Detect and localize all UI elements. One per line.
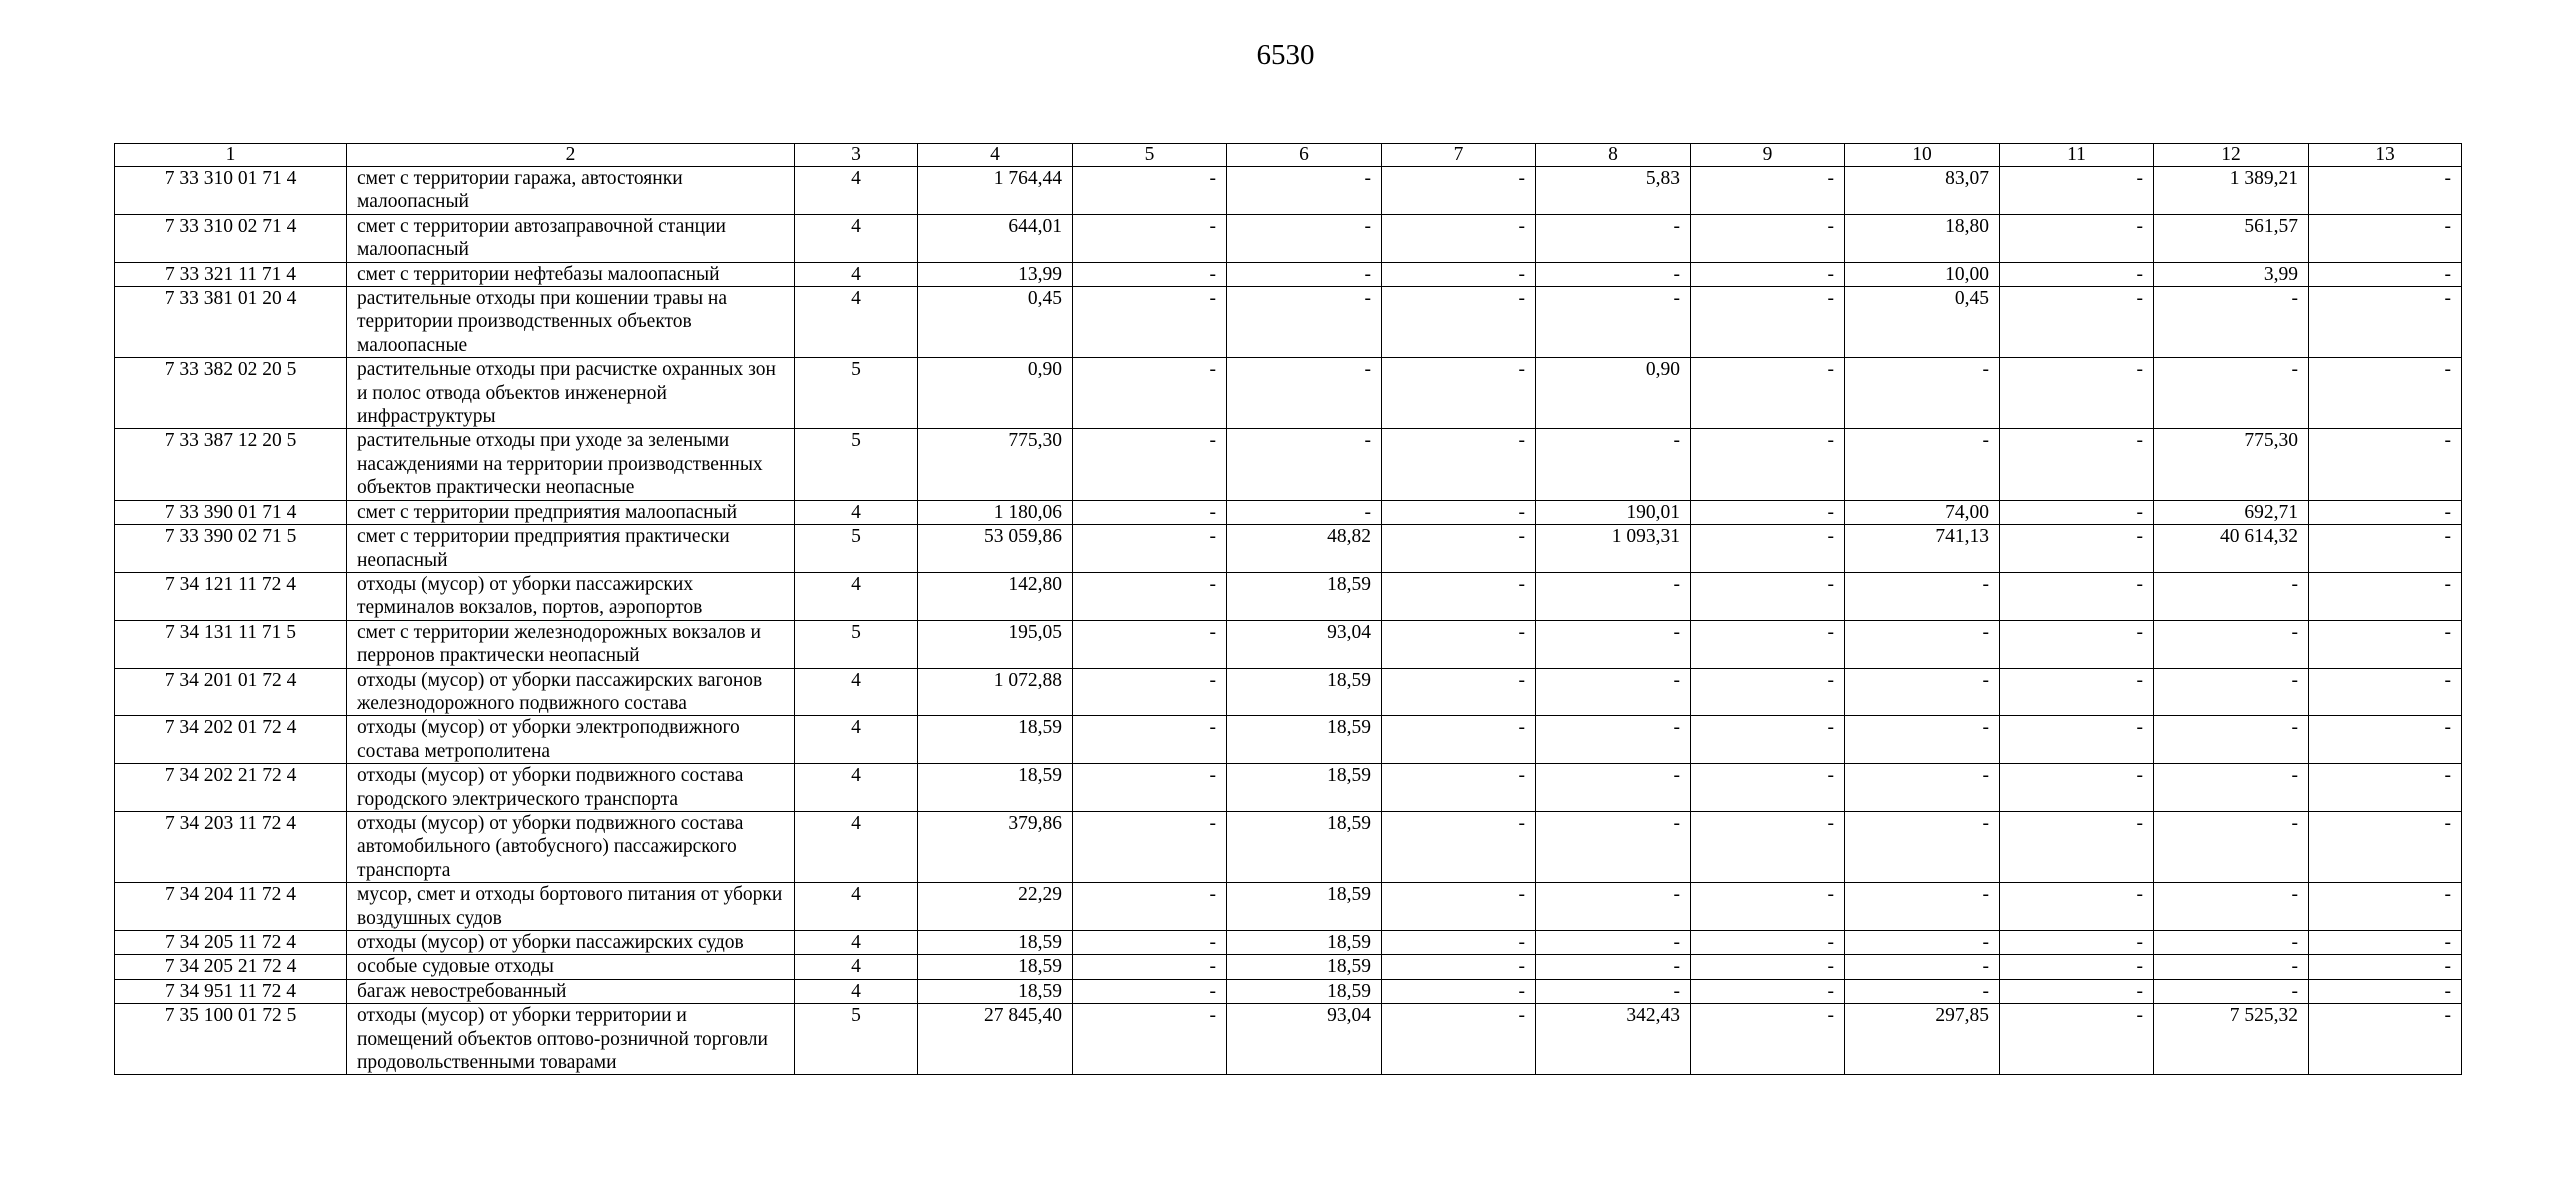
value-col-10-cell: 10,00 — [1845, 262, 2000, 286]
value-col-7-cell: - — [1382, 262, 1536, 286]
hazard-class-cell: 4 — [795, 214, 918, 262]
value-col-10-cell: - — [1845, 572, 2000, 620]
value-col-13-cell: - — [2309, 525, 2462, 573]
value-col-11-cell: - — [2000, 572, 2154, 620]
value-col-7-cell: - — [1382, 716, 1536, 764]
waste-name-cell: особые судовые отходы — [347, 955, 795, 979]
value-col-10-cell: 18,80 — [1845, 214, 2000, 262]
value-col-12-cell: 40 614,32 — [2154, 525, 2309, 573]
value-col-12-cell: - — [2154, 668, 2309, 716]
waste-name-cell: смет с территории автозаправочной станции малоопасный — [347, 214, 795, 262]
value-col-13-cell: - — [2309, 716, 2462, 764]
value-col-4-cell: 195,05 — [918, 620, 1073, 668]
value-col-9-cell: - — [1691, 1004, 1845, 1075]
value-col-6-cell: 18,59 — [1227, 931, 1382, 955]
waste-code-cell: 7 33 390 01 71 4 — [115, 500, 347, 524]
table-row — [115, 500, 2462, 524]
waste-name-cell: отходы (мусор) от уборки подвижного состава городского электрического транспорта — [347, 764, 795, 812]
column-header-8: 8 — [1536, 144, 1691, 167]
table-row — [115, 931, 2462, 955]
value-col-5-cell: - — [1073, 500, 1227, 524]
value-col-5-cell: - — [1073, 883, 1227, 931]
value-col-13-cell: - — [2309, 262, 2462, 286]
value-col-10-cell: 741,13 — [1845, 525, 2000, 573]
value-col-11-cell: - — [2000, 764, 2154, 812]
value-col-10-cell: - — [1845, 620, 2000, 668]
hazard-class-cell: 4 — [795, 500, 918, 524]
value-col-11-cell: - — [2000, 167, 2154, 215]
value-col-9-cell: - — [1691, 620, 1845, 668]
value-col-7-cell: - — [1382, 764, 1536, 812]
table-row — [115, 167, 2462, 215]
value-col-9-cell: - — [1691, 979, 1845, 1003]
value-col-10-cell: 0,45 — [1845, 287, 2000, 358]
value-col-6-cell: 18,59 — [1227, 764, 1382, 812]
value-col-4-cell: 18,59 — [918, 716, 1073, 764]
value-col-5-cell: - — [1073, 167, 1227, 215]
value-col-7-cell: - — [1382, 1004, 1536, 1075]
value-col-6-cell: - — [1227, 358, 1382, 429]
value-col-5-cell: - — [1073, 287, 1227, 358]
value-col-5-cell: - — [1073, 620, 1227, 668]
table-row — [115, 620, 2462, 668]
value-col-8-cell: - — [1536, 429, 1691, 500]
hazard-class-cell: 4 — [795, 716, 918, 764]
waste-name-cell: отходы (мусор) от уборки электроподвижного состава метрополитена — [347, 716, 795, 764]
hazard-class-cell: 4 — [795, 262, 918, 286]
value-col-7-cell: - — [1382, 358, 1536, 429]
waste-name-cell: смет с территории предприятия малоопасный — [347, 500, 795, 524]
value-col-13-cell: - — [2309, 429, 2462, 500]
value-col-7-cell: - — [1382, 287, 1536, 358]
value-col-5-cell: - — [1073, 358, 1227, 429]
value-col-13-cell: - — [2309, 668, 2462, 716]
waste-name-cell: смет с территории предприятия практически неопасный — [347, 525, 795, 573]
value-col-13-cell: - — [2309, 214, 2462, 262]
value-col-11-cell: - — [2000, 500, 2154, 524]
value-col-4-cell: 644,01 — [918, 214, 1073, 262]
hazard-class-cell: 4 — [795, 668, 918, 716]
column-header-4: 4 — [918, 144, 1073, 167]
column-header-6: 6 — [1227, 144, 1382, 167]
value-col-8-cell: - — [1536, 811, 1691, 882]
hazard-class-cell: 4 — [795, 955, 918, 979]
value-col-6-cell: 93,04 — [1227, 620, 1382, 668]
value-col-5-cell: - — [1073, 262, 1227, 286]
waste-code-cell: 7 34 205 11 72 4 — [115, 931, 347, 955]
value-col-11-cell: - — [2000, 429, 2154, 500]
value-col-4-cell: 18,59 — [918, 764, 1073, 812]
value-col-6-cell: 18,59 — [1227, 716, 1382, 764]
waste-code-cell: 7 34 202 21 72 4 — [115, 764, 347, 812]
value-col-7-cell: - — [1382, 668, 1536, 716]
hazard-class-cell: 4 — [795, 167, 918, 215]
hazard-class-cell: 4 — [795, 979, 918, 1003]
table-row — [115, 287, 2462, 358]
hazard-class-cell: 5 — [795, 620, 918, 668]
value-col-13-cell: - — [2309, 979, 2462, 1003]
value-col-8-cell: 0,90 — [1536, 358, 1691, 429]
value-col-9-cell: - — [1691, 500, 1845, 524]
value-col-4-cell: 1 072,88 — [918, 668, 1073, 716]
value-col-4-cell: 0,45 — [918, 287, 1073, 358]
value-col-12-cell: - — [2154, 764, 2309, 812]
table-row — [115, 668, 2462, 716]
value-col-12-cell: 1 389,21 — [2154, 167, 2309, 215]
value-col-8-cell: - — [1536, 214, 1691, 262]
table-row — [115, 214, 2462, 262]
table-row — [115, 429, 2462, 500]
value-col-11-cell: - — [2000, 214, 2154, 262]
value-col-5-cell: - — [1073, 931, 1227, 955]
value-col-13-cell: - — [2309, 500, 2462, 524]
waste-name-cell: смет с территории гаража, автостоянки малоопасный — [347, 167, 795, 215]
waste-code-cell: 7 34 121 11 72 4 — [115, 572, 347, 620]
value-col-5-cell: - — [1073, 764, 1227, 812]
value-col-7-cell: - — [1382, 572, 1536, 620]
waste-name-cell: мусор, смет и отходы бортового питания от уборки воздушных судов — [347, 883, 795, 931]
value-col-4-cell: 27 845,40 — [918, 1004, 1073, 1075]
table-row — [115, 979, 2462, 1003]
waste-code-cell: 7 34 205 21 72 4 — [115, 955, 347, 979]
value-col-10-cell: - — [1845, 358, 2000, 429]
table-row — [115, 883, 2462, 931]
value-col-10-cell: - — [1845, 883, 2000, 931]
value-col-6-cell: 93,04 — [1227, 1004, 1382, 1075]
value-col-12-cell: - — [2154, 955, 2309, 979]
value-col-6-cell: 18,59 — [1227, 811, 1382, 882]
page-number: 6530 — [1256, 39, 1315, 71]
value-col-7-cell: - — [1382, 979, 1536, 1003]
hazard-class-cell: 5 — [795, 358, 918, 429]
waste-code-cell: 7 33 390 02 71 5 — [115, 525, 347, 573]
value-col-7-cell: - — [1382, 883, 1536, 931]
value-col-7-cell: - — [1382, 167, 1536, 215]
value-col-12-cell: 561,57 — [2154, 214, 2309, 262]
hazard-class-cell: 4 — [795, 811, 918, 882]
value-col-11-cell: - — [2000, 955, 2154, 979]
value-col-7-cell: - — [1382, 500, 1536, 524]
value-col-9-cell: - — [1691, 716, 1845, 764]
value-col-8-cell: - — [1536, 668, 1691, 716]
value-col-10-cell: 297,85 — [1845, 1004, 2000, 1075]
value-col-6-cell: - — [1227, 214, 1382, 262]
column-header-12: 12 — [2154, 144, 2309, 167]
value-col-5-cell: - — [1073, 1004, 1227, 1075]
value-col-10-cell: 74,00 — [1845, 500, 2000, 524]
value-col-4-cell: 775,30 — [918, 429, 1073, 500]
value-col-6-cell: 48,82 — [1227, 525, 1382, 573]
waste-name-cell: смет с территории нефтебазы малоопасный — [347, 262, 795, 286]
value-col-4-cell: 22,29 — [918, 883, 1073, 931]
waste-name-cell: растительные отходы при расчистке охранных зон и полос отвода объектов инженерной инфраструктуры — [347, 358, 795, 429]
value-col-12-cell: - — [2154, 716, 2309, 764]
column-header-2: 2 — [347, 144, 795, 167]
waste-name-cell: отходы (мусор) от уборки пассажирских вагонов железнодорожного подвижного состава — [347, 668, 795, 716]
value-col-10-cell: - — [1845, 931, 2000, 955]
value-col-8-cell: 1 093,31 — [1536, 525, 1691, 573]
column-header-1: 1 — [115, 144, 347, 167]
value-col-6-cell: - — [1227, 429, 1382, 500]
value-col-12-cell: - — [2154, 287, 2309, 358]
value-col-4-cell: 18,59 — [918, 979, 1073, 1003]
value-col-10-cell: - — [1845, 716, 2000, 764]
hazard-class-cell: 4 — [795, 572, 918, 620]
value-col-12-cell: 3,99 — [2154, 262, 2309, 286]
value-col-11-cell: - — [2000, 931, 2154, 955]
value-col-12-cell: - — [2154, 811, 2309, 882]
value-col-13-cell: - — [2309, 167, 2462, 215]
waste-name-cell: растительные отходы при кошении травы на территории производственных объектов малоопасные — [347, 287, 795, 358]
waste-code-cell: 7 34 203 11 72 4 — [115, 811, 347, 882]
table-row — [115, 955, 2462, 979]
value-col-4-cell: 1 180,06 — [918, 500, 1073, 524]
table-row — [115, 358, 2462, 429]
value-col-8-cell: 5,83 — [1536, 167, 1691, 215]
value-col-10-cell: - — [1845, 811, 2000, 882]
value-col-5-cell: - — [1073, 429, 1227, 500]
value-col-4-cell: 379,86 — [918, 811, 1073, 882]
value-col-5-cell: - — [1073, 811, 1227, 882]
value-col-11-cell: - — [2000, 358, 2154, 429]
waste-code-cell: 7 33 382 02 20 5 — [115, 358, 347, 429]
value-col-10-cell: - — [1845, 668, 2000, 716]
value-col-12-cell: - — [2154, 572, 2309, 620]
value-col-8-cell: - — [1536, 572, 1691, 620]
value-col-10-cell: - — [1845, 764, 2000, 812]
value-col-10-cell: - — [1845, 979, 2000, 1003]
value-col-13-cell: - — [2309, 955, 2462, 979]
value-col-9-cell: - — [1691, 811, 1845, 882]
value-col-7-cell: - — [1382, 620, 1536, 668]
value-col-7-cell: - — [1382, 429, 1536, 500]
value-col-13-cell: - — [2309, 811, 2462, 882]
value-col-8-cell: - — [1536, 262, 1691, 286]
value-col-7-cell: - — [1382, 525, 1536, 573]
value-col-9-cell: - — [1691, 262, 1845, 286]
value-col-11-cell: - — [2000, 883, 2154, 931]
value-col-8-cell: - — [1536, 764, 1691, 812]
value-col-11-cell: - — [2000, 716, 2154, 764]
value-col-10-cell: 83,07 — [1845, 167, 2000, 215]
hazard-class-cell: 4 — [795, 931, 918, 955]
value-col-11-cell: - — [2000, 262, 2154, 286]
value-col-11-cell: - — [2000, 668, 2154, 716]
value-col-4-cell: 13,99 — [918, 262, 1073, 286]
value-col-13-cell: - — [2309, 572, 2462, 620]
table-row — [115, 1004, 2462, 1075]
value-col-5-cell: - — [1073, 525, 1227, 573]
value-col-13-cell: - — [2309, 620, 2462, 668]
waste-name-cell: смет с территории железнодорожных вокзалов и перронов практически неопасный — [347, 620, 795, 668]
value-col-6-cell: - — [1227, 287, 1382, 358]
waste-code-cell: 7 34 951 11 72 4 — [115, 979, 347, 1003]
value-col-7-cell: - — [1382, 955, 1536, 979]
waste-name-cell: растительные отходы при уходе за зелеными насаждениями на территории производственных объектов практически неопасные — [347, 429, 795, 500]
value-col-9-cell: - — [1691, 525, 1845, 573]
table-row — [115, 716, 2462, 764]
table-row — [115, 262, 2462, 286]
value-col-6-cell: - — [1227, 262, 1382, 286]
value-col-11-cell: - — [2000, 287, 2154, 358]
column-header-3: 3 — [795, 144, 918, 167]
value-col-8-cell: - — [1536, 287, 1691, 358]
waste-code-cell: 7 34 131 11 71 5 — [115, 620, 347, 668]
table-body — [115, 167, 2462, 1075]
value-col-4-cell: 1 764,44 — [918, 167, 1073, 215]
value-col-4-cell: 142,80 — [918, 572, 1073, 620]
value-col-6-cell: - — [1227, 500, 1382, 524]
waste-name-cell: отходы (мусор) от уборки территории и помещений объектов оптово-розничной торговли продовольственными товарами — [347, 1004, 795, 1075]
waste-code-cell: 7 33 387 12 20 5 — [115, 429, 347, 500]
value-col-8-cell: - — [1536, 979, 1691, 1003]
value-col-11-cell: - — [2000, 1004, 2154, 1075]
value-col-9-cell: - — [1691, 883, 1845, 931]
value-col-8-cell: - — [1536, 620, 1691, 668]
hazard-class-cell: 5 — [795, 525, 918, 573]
column-header-10: 10 — [1845, 144, 2000, 167]
value-col-9-cell: - — [1691, 358, 1845, 429]
value-col-5-cell: - — [1073, 572, 1227, 620]
waste-data-table — [114, 143, 2462, 1075]
value-col-8-cell: - — [1536, 716, 1691, 764]
value-col-6-cell: - — [1227, 167, 1382, 215]
value-col-8-cell: - — [1536, 883, 1691, 931]
waste-code-cell: 7 33 381 01 20 4 — [115, 287, 347, 358]
waste-name-cell: отходы (мусор) от уборки подвижного состава автомобильного (автобусного) пассажирского транспорта — [347, 811, 795, 882]
value-col-12-cell: - — [2154, 979, 2309, 1003]
value-col-11-cell: - — [2000, 811, 2154, 882]
table-row — [115, 525, 2462, 573]
waste-name-cell: отходы (мусор) от уборки пассажирских судов — [347, 931, 795, 955]
value-col-8-cell: - — [1536, 955, 1691, 979]
value-col-4-cell: 0,90 — [918, 358, 1073, 429]
value-col-12-cell: - — [2154, 931, 2309, 955]
value-col-11-cell: - — [2000, 525, 2154, 573]
value-col-9-cell: - — [1691, 764, 1845, 812]
value-col-13-cell: - — [2309, 764, 2462, 812]
table-row — [115, 572, 2462, 620]
value-col-6-cell: 18,59 — [1227, 572, 1382, 620]
value-col-9-cell: - — [1691, 931, 1845, 955]
table-header-row — [115, 144, 2462, 167]
table-row — [115, 764, 2462, 812]
waste-name-cell: багаж невостребованный — [347, 979, 795, 1003]
value-col-4-cell: 18,59 — [918, 955, 1073, 979]
value-col-13-cell: - — [2309, 1004, 2462, 1075]
waste-code-cell: 7 34 204 11 72 4 — [115, 883, 347, 931]
value-col-12-cell: 7 525,32 — [2154, 1004, 2309, 1075]
value-col-13-cell: - — [2309, 358, 2462, 429]
waste-code-cell: 7 33 321 11 71 4 — [115, 262, 347, 286]
column-header-9: 9 — [1691, 144, 1845, 167]
value-col-5-cell: - — [1073, 979, 1227, 1003]
value-col-9-cell: - — [1691, 429, 1845, 500]
column-header-13: 13 — [2309, 144, 2462, 167]
value-col-5-cell: - — [1073, 955, 1227, 979]
value-col-12-cell: 692,71 — [2154, 500, 2309, 524]
waste-code-cell: 7 35 100 01 72 5 — [115, 1004, 347, 1075]
table-row — [115, 811, 2462, 882]
column-header-11: 11 — [2000, 144, 2154, 167]
value-col-5-cell: - — [1073, 214, 1227, 262]
value-col-13-cell: - — [2309, 287, 2462, 358]
value-col-9-cell: - — [1691, 668, 1845, 716]
value-col-7-cell: - — [1382, 811, 1536, 882]
value-col-5-cell: - — [1073, 668, 1227, 716]
hazard-class-cell: 4 — [795, 883, 918, 931]
value-col-9-cell: - — [1691, 287, 1845, 358]
hazard-class-cell: 5 — [795, 429, 918, 500]
value-col-4-cell: 53 059,86 — [918, 525, 1073, 573]
value-col-12-cell: - — [2154, 883, 2309, 931]
value-col-6-cell: 18,59 — [1227, 668, 1382, 716]
value-col-4-cell: 18,59 — [918, 931, 1073, 955]
value-col-5-cell: - — [1073, 716, 1227, 764]
value-col-9-cell: - — [1691, 955, 1845, 979]
value-col-11-cell: - — [2000, 620, 2154, 668]
hazard-class-cell: 4 — [795, 287, 918, 358]
value-col-12-cell: 775,30 — [2154, 429, 2309, 500]
value-col-6-cell: 18,59 — [1227, 883, 1382, 931]
waste-code-cell: 7 33 310 02 71 4 — [115, 214, 347, 262]
value-col-12-cell: - — [2154, 358, 2309, 429]
value-col-8-cell: 190,01 — [1536, 500, 1691, 524]
value-col-9-cell: - — [1691, 572, 1845, 620]
value-col-12-cell: - — [2154, 620, 2309, 668]
value-col-8-cell: 342,43 — [1536, 1004, 1691, 1075]
value-col-10-cell: - — [1845, 429, 2000, 500]
value-col-13-cell: - — [2309, 883, 2462, 931]
hazard-class-cell: 5 — [795, 1004, 918, 1075]
waste-code-cell: 7 34 202 01 72 4 — [115, 716, 347, 764]
column-header-5: 5 — [1073, 144, 1227, 167]
value-col-9-cell: - — [1691, 167, 1845, 215]
value-col-7-cell: - — [1382, 931, 1536, 955]
value-col-8-cell: - — [1536, 931, 1691, 955]
waste-name-cell: отходы (мусор) от уборки пассажирских терминалов вокзалов, портов, аэропортов — [347, 572, 795, 620]
column-header-7: 7 — [1382, 144, 1536, 167]
value-col-11-cell: - — [2000, 979, 2154, 1003]
value-col-6-cell: 18,59 — [1227, 955, 1382, 979]
waste-code-cell: 7 33 310 01 71 4 — [115, 167, 347, 215]
hazard-class-cell: 4 — [795, 764, 918, 812]
value-col-10-cell: - — [1845, 955, 2000, 979]
value-col-13-cell: - — [2309, 931, 2462, 955]
waste-code-cell: 7 34 201 01 72 4 — [115, 668, 347, 716]
value-col-7-cell: - — [1382, 214, 1536, 262]
value-col-9-cell: - — [1691, 214, 1845, 262]
value-col-6-cell: 18,59 — [1227, 979, 1382, 1003]
